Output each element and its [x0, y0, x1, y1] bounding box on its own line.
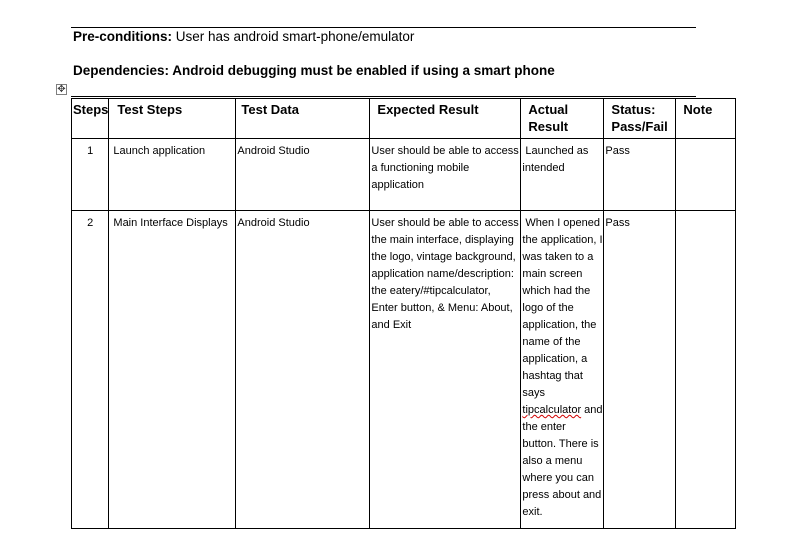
- header-actual-result: Actual Result: [521, 99, 604, 139]
- preconditions-value: User has android smart-phone/emulator: [172, 29, 415, 44]
- row-2-expected: User should be able to access the main interface, displaying the logo, vintage background, application name/description: the eatery/#tipcalculator, Enter button, & Menu: About, and Exit: [370, 211, 521, 529]
- preconditions-label: Pre-conditions:: [73, 29, 173, 44]
- row-1-note: [676, 139, 736, 211]
- table-move-handle-icon[interactable]: ✥: [57, 84, 66, 95]
- spelling-error-marker: tipcalculator: [522, 404, 582, 416]
- row-1-status: Pass: [604, 139, 676, 211]
- row-2-note: [676, 211, 736, 529]
- dependencies-line: Dependencies: Android debugging must be enabled if using a smart phone: [73, 63, 555, 78]
- row-1-step: 1: [72, 139, 109, 211]
- table-header-row: [72, 99, 736, 139]
- header-status: Status: Pass/Fail: [604, 99, 676, 139]
- table-row: [72, 139, 736, 211]
- row-1-actual: Launched as intended: [521, 139, 604, 211]
- row-2-step: 2: [72, 211, 109, 529]
- header-test-steps: Test Steps: [109, 99, 236, 139]
- row-2-actual: When I opened the application, I was taken to a main screen which had the logo of the application, the name of the application, a hashtag that says tipcalculator and the enter button. There is also a menu where you can press about and exit.: [521, 211, 604, 529]
- row-2-test-data: Android Studio: [236, 211, 370, 529]
- row-1-expected: User should be able to access a functioning mobile application: [370, 139, 521, 211]
- table-row: [72, 211, 736, 529]
- row-2-status: Pass: [604, 211, 676, 529]
- header-note: Note: [676, 99, 736, 139]
- top-rule: [71, 27, 696, 28]
- row-1-test-step: Launch application: [109, 139, 236, 211]
- row-1-test-data: Android Studio: [236, 139, 370, 211]
- section-rule: [71, 96, 696, 97]
- header-test-data: Test Data: [236, 99, 370, 139]
- header-expected-result: Expected Result: [370, 99, 521, 139]
- row-2-test-step: Main Interface Displays: [109, 211, 236, 529]
- header-steps: Steps: [72, 99, 109, 139]
- preconditions-line: [73, 29, 414, 44]
- test-case-table: [71, 98, 736, 529]
